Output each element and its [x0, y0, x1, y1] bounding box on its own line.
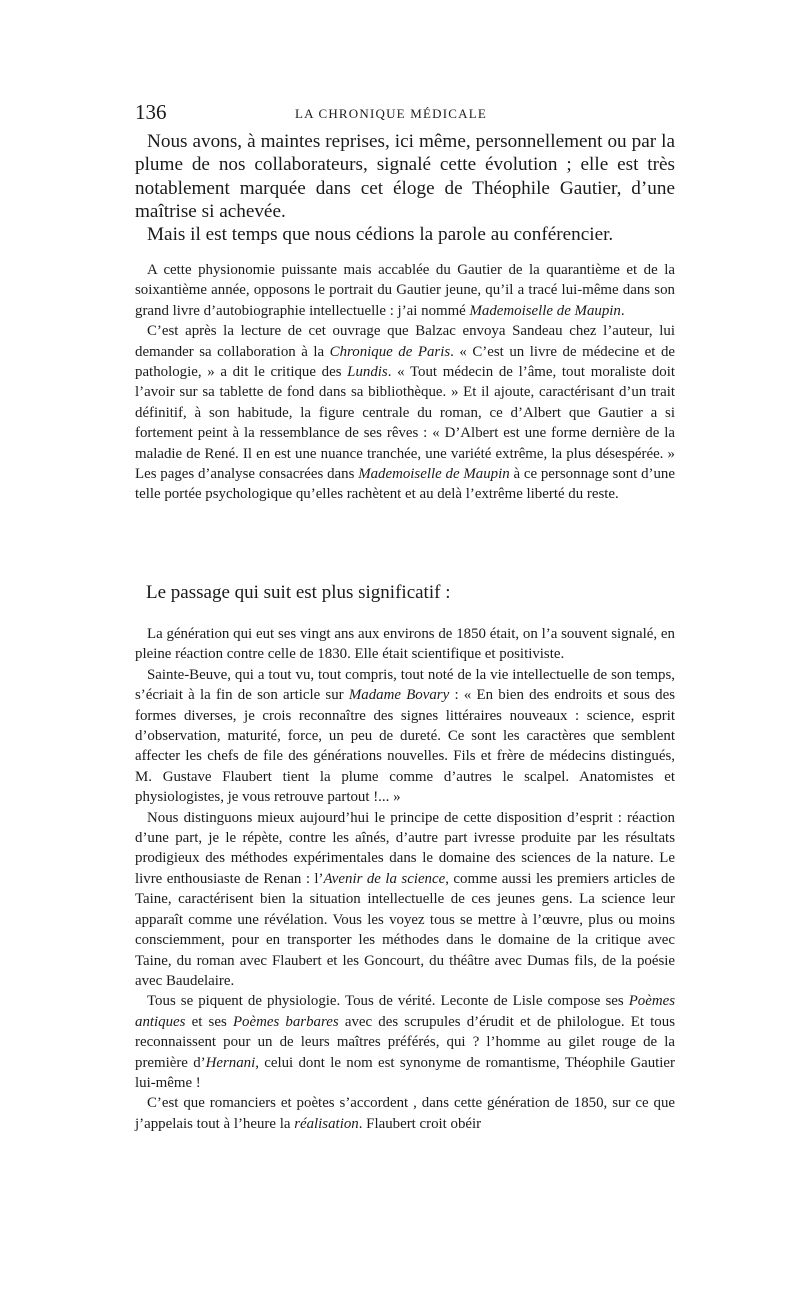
paragraph [135, 130, 675, 223]
quotation-block-1 [135, 260, 675, 505]
text-segment-italic: Mademoiselle de Maupin [469, 302, 621, 319]
text-segment: et ses [185, 1013, 233, 1030]
paragraph [135, 1093, 675, 1134]
text-segment-italic: réalisation [294, 1115, 359, 1132]
paragraph [135, 991, 675, 1093]
text-segment: , comme aussi les premiers articles de Taine, caractérisent bien la situation intellectuelle de ces jeunes gens. La science leur apparaît comme une révélation. Vous les voyez tous se mettre à l’œuvre, plus ou moins consciemment, pour en transporter les méthodes dans le domaine de la critique avec Taine, du roman avec Flaubert et les Goncourt, du théâtre avec Dumas fils, de la poésie avec Baudelaire. [135, 870, 675, 989]
page-header [135, 100, 675, 130]
text-segment-italic: Poèmes barbares [232, 1013, 339, 1030]
intro-text [135, 130, 675, 246]
text-segment-italic: Poèmes antiques [135, 993, 675, 1030]
text-segment: . Flaubert croit obéir [358, 1115, 482, 1132]
text-segment: Nous distinguons mieux aujourd’hui le principe de cette disposition d’esprit : réaction d’une part, je le répète, contre les aînés, d’autre part ivresse produite par les résultats prodigieux des méthodes expérimentales dans le domaine des sciences de la nature. Le livre enthousiaste de Renan : l’ [135, 809, 675, 887]
text-segment: . « C’est un livre de médecine et de pathologie, » a dit le critique des [135, 343, 676, 381]
paragraph [135, 808, 675, 992]
text-segment-italic: Mademoiselle de Maupin [358, 466, 510, 483]
paragraph [135, 624, 675, 665]
text-segment: C’est après la lecture de cet ouvrage que Balzac envoya Sandeau chez l’auteur, lui demander sa collaboration à la [135, 323, 675, 360]
text-segment: Sainte-Beuve, qui a tout vu, tout compris, tout noté de la vie intellectuelle de son temps, s’écriait à la fin de son article sur [135, 666, 675, 704]
running-title: LA CHRONIQUE MÉDICALE [295, 106, 488, 121]
text-segment: A cette physionomie puissante mais accablée du Gautier de la quarantième et de la soixantième année, opposons le portrait du Gautier jeune, qu’il a tracé lui-même dans son grand livre d’autobiographie intellectuelle : j’ai nommé [135, 262, 675, 319]
paragraph [135, 260, 675, 321]
text-segment: Mais il est temps que nous cédions la parole au conférencier. [147, 224, 614, 246]
paragraph [135, 223, 675, 246]
text-segment: avec des scrupules d’érudit et de philologue. Et tous reconnaissent pour un de leurs maîtres préférés, qui ? l’homme au gilet rouge de la première d’ [135, 1013, 675, 1071]
text-segment: , celui dont le nom est synonyme de romantisme, Théophile Gautier lui-même ! [135, 1054, 675, 1091]
text-segment: Tous se piquent de physiologie. Tous de vérité. Leconte de Lisle compose ses [147, 993, 629, 1010]
text-segment: C’est que romanciers et poètes s’accordent , dans cette génération de 1850, sur ce que j’appelais tout à l’heure la [135, 1095, 675, 1132]
text-segment-italic: Chronique de Paris [329, 343, 451, 360]
text-segment: à ce personnage sont d’une telle portée psychologique qu’elles rachètent et au delà l’extrême liberté du reste. [135, 466, 675, 503]
paragraph [135, 321, 675, 505]
paragraph [135, 665, 675, 808]
quotation-block-2 [135, 624, 675, 1134]
text-segment: La génération qui eut ses vingt ans aux environs de 1850 était, on l’a souvent signalé, en pleine réaction contre celle de 1830. Elle était scientifique et positiviste. [135, 626, 675, 663]
text-segment-italic: Lundis [347, 364, 388, 381]
text-segment: . [620, 302, 625, 319]
text-segment-italic: Hernani [205, 1054, 256, 1071]
text-segment: : « En bien des endroits et sous des formes diverses, je crois reconnaître des signes littéraires nouveaux : science, esprit d’observation, maturité, force, un peu de dureté. Ce sont les caractères que semblent affecter les chefs de file des générations nouvelles. Fils et frère de médecins distingués, M. Gustave Flaubert tient la plume comme d’autres le scalpel. Anatomistes et physiologistes, je vous retrouve partout !... » [135, 687, 675, 806]
page-number: 136 [135, 100, 167, 124]
transition-line: Le passage qui suit est plus significatif : [146, 582, 451, 603]
text-segment-italic: Avenir de la science [323, 870, 446, 887]
text-segment: . « Tout médecin de l’âme, tout moraliste doit l’avoir sur sa tablette de fond dans sa bibliothèque. » Et il ajoute, caractérisant d’un trait définitif, à son habitude, la figure centrale du roman, ce d’Albert que Gautier a si fortement peint à la ressemblance de ses rêves : « D’Albert est une forme dernière de la maladie de René. Il en est une nuance tranchée, une variété extrême, la plus désespérée. » Les pages d’analyse consacrées dans [135, 364, 675, 483]
text-segment-italic: Madame Bovary [348, 687, 450, 704]
text-segment: Nous avons, à maintes reprises, ici même, personnellement ou par la plume de nos collaborateurs, signalé cette évolution ; elle est très notablement marquée dans cet éloge de Théophile Gautier, d’une maîtrise si achevée. [135, 131, 675, 222]
